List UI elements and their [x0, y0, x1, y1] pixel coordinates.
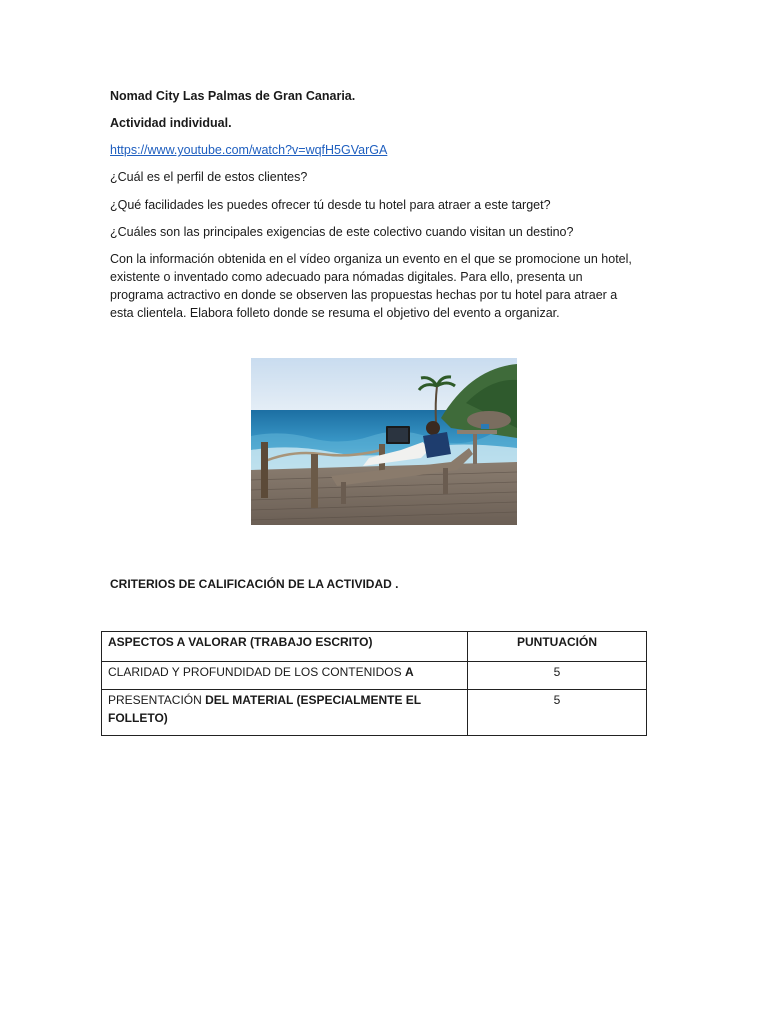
paragraph-line: existente o inventado como adecuado para nómadas digitales. Para ello, presenta un	[110, 270, 583, 284]
aspect-bold-text: A	[404, 665, 414, 679]
table-header-row	[102, 632, 647, 662]
aspect-text: CLARIDAD Y PROFUNDIDAD DE LOS CONTENIDOS	[108, 665, 405, 679]
youtube-link[interactable]: https://www.youtube.com/watch?v=wqfH5GVarGA	[110, 143, 388, 157]
grading-table	[101, 631, 647, 736]
document-title: Nomad City Las Palmas de Gran Canaria.	[110, 89, 356, 103]
aspect-text: PRESENTACIÓN	[108, 693, 206, 707]
criteria-heading: CRITERIOS DE CALIFICACIÓN DE LA ACTIVIDAD .	[110, 577, 399, 591]
table-row	[102, 662, 647, 690]
table-row	[102, 690, 647, 736]
aspect-cell	[102, 662, 468, 690]
aspect-bold-text: DEL MATERIAL (ESPECIALMENTE EL FOLLETO)	[108, 693, 421, 725]
score-cell: 5	[468, 690, 647, 736]
paragraph-line: esta clientela. Elabora folleto donde se resuma el objetivo del evento a organizar.	[110, 306, 560, 320]
aspect-cell	[102, 690, 468, 736]
instructions-paragraph	[110, 250, 658, 322]
paragraph-line: programa actractivo en donde se observen las propuestas hechas por tu hotel para atraer a	[110, 288, 618, 302]
question-2: ¿Qué facilidades les puedes ofrecer tú desde tu hotel para atraer a este target?	[110, 198, 551, 212]
beach-laptop-photo	[251, 358, 517, 525]
header-aspect: ASPECTOS A VALORAR (TRABAJO ESCRITO)	[102, 632, 468, 662]
question-3: ¿Cuáles son las principales exigencias de este colectivo cuando visitan un destino?	[110, 225, 574, 239]
activity-type: Actividad individual.	[110, 116, 232, 130]
question-1: ¿Cuál es el perfil de estos clientes?	[110, 170, 308, 184]
score-cell: 5	[468, 662, 647, 690]
paragraph-line: Con la información obtenida en el vídeo organiza un evento en el que se promocione un hotel,	[110, 252, 632, 266]
header-score: PUNTUACIÓN	[468, 632, 647, 662]
